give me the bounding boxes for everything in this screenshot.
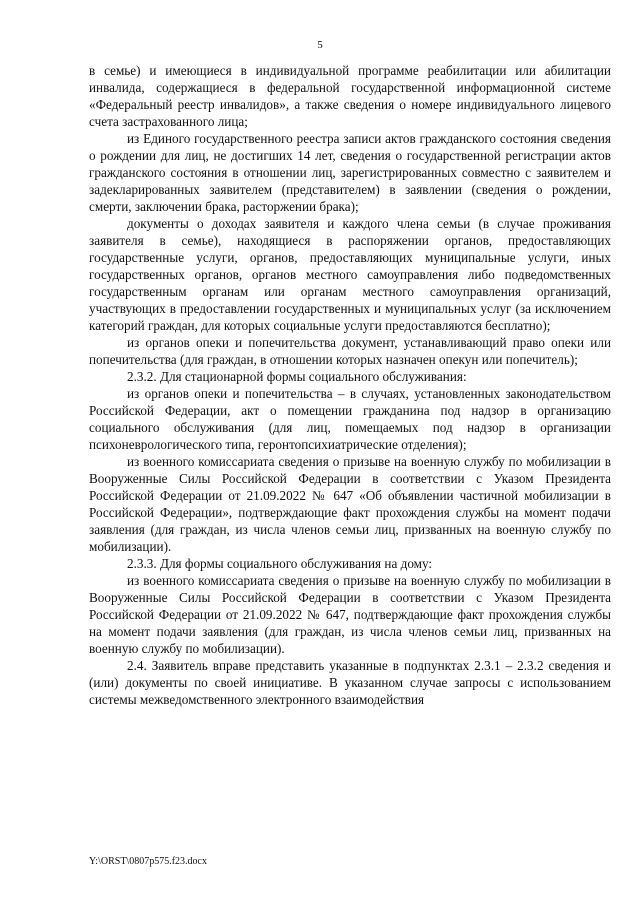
paragraph-civil-registry: из Единого государственного реестра записи актов гражданского состояния сведения о рождении для лиц, не достигших 14 лет, сведения о государственной регистрации актов гражданского состояния в отношении лиц, зарегистрированных совместно с заявителем и задекларированных заявителем (представителем) в заявлении (сведения о рождении, смерти, заключении брака, расторжении брака); — [89, 131, 611, 214]
paragraph-income-documents: документы о доходах заявителя и каждого члена семьи (в случае проживания заявителя в семье), находящиеся в распоряжении органов, предоставляющих государственные услуги, органов, предоставляющих муниципальные услуги, иных государственных органов, органов местного самоуправления либо подведомственных государственным органам или органам местного самоуправления организаций, участвующих в предоставлении государственных и муниципальных услуг (за исключением категорий граждан, для которых социальные услуги предоставляются бесплатно); — [89, 216, 611, 333]
paragraph-supervision-act: из органов опеки и попечительства – в случаях, установленных законодательством Российской Федерации, акт о помещении гражданина под надзор в организацию социального обслуживания (для лиц, помещаемых под надзор в организации психоневрологического типа, геронтопсихиатрические отделения); — [89, 386, 611, 452]
document-body — [89, 62, 611, 708]
page-number: 5 — [317, 39, 323, 51]
section-heading-2-3-2: 2.3.2. Для стационарной формы социального обслуживания: — [127, 369, 467, 384]
section-heading-2-3-3: 2.3.3. Для формы социального обслуживания на дому: — [127, 556, 433, 571]
paragraph-continuation: в семье) и имеющиеся в индивидуальной программе реабилитации или абилитации инвалида, содержащиеся в федеральной государственной информационной системе «Федеральный реестр инвалидов», а также сведения о номере индивидуального лицевого счета застрахованного лица; — [89, 63, 611, 129]
paragraph-2-4: 2.4. Заявитель вправе представить указанные в подпунктах 2.3.1 – 2.3.2 сведения и (или) документы по своей инициативе. В указанном случае запросы с использованием системы межведомственного электронного взаимодействия — [89, 658, 611, 707]
file-path-footer: Y:\ORST\0807p575.f23.docx — [89, 856, 207, 867]
paragraph-guardianship: из органов опеки и попечительства документ, устанавливающий право опеки или попечительства (для граждан, в отношении которых назначен опекун или попечитель); — [89, 335, 611, 367]
paragraph-military-mobilization-stationary: из военного комиссариата сведения о призыве на военную службу по мобилизации в Вооруженные Силы Российской Федерации в соответствии с Указом Президента Российской Федерации от 21.09.2022 № 647 «Об объявлении частичной мобилизации в Российской Федерации», подтверждающие факт прохождения службы на момент подачи заявления (для граждан, из числа членов семьи лиц, призванных на военную службу по мобилизации). — [89, 454, 611, 554]
paragraph-military-mobilization-home: из военного комиссариата сведения о призыве на военную службу по мобилизации в Вооруженные Силы Российской Федерации в соответствии с Указом Президента Российской Федерации от 21.09.2022 № 647, подтверждающие факт прохождения службы на момент подачи заявления (для граждан, из числа членов семьи лиц, призванных на военную службу по мобилизации). — [89, 573, 611, 656]
